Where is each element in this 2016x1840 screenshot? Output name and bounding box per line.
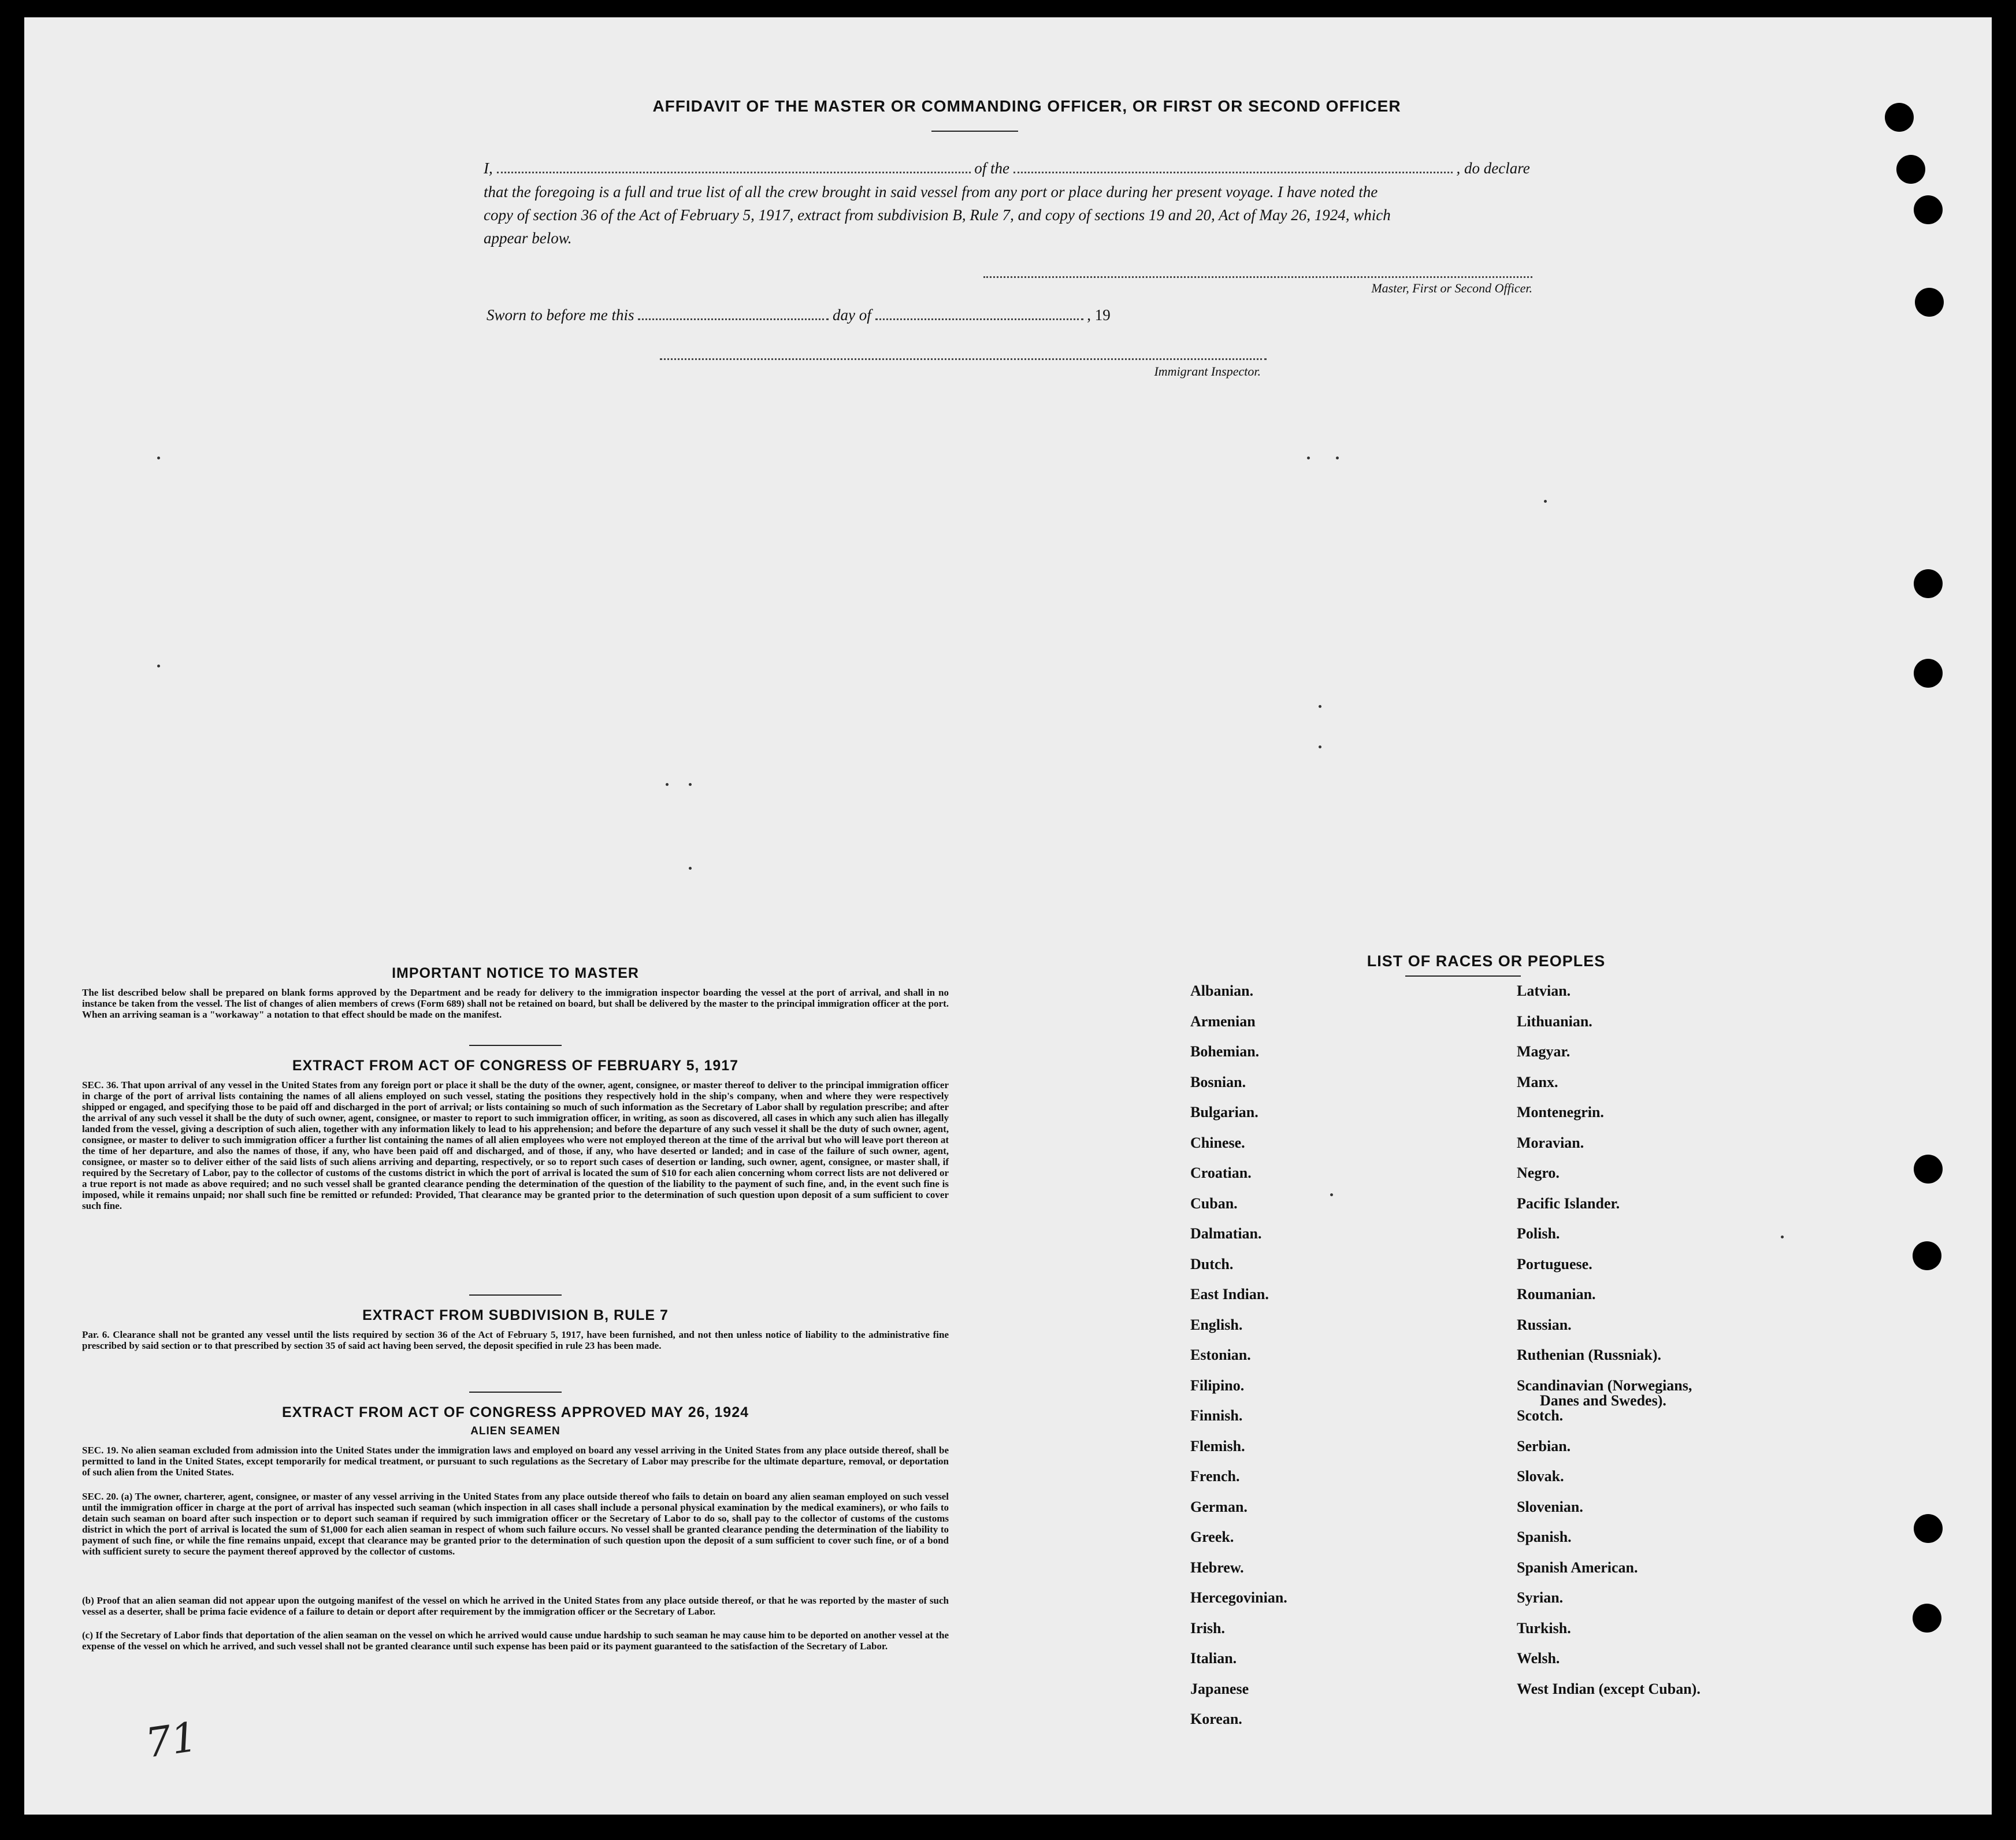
binder-hole <box>1913 1604 1941 1633</box>
race-item: Estonian. <box>1190 1346 1251 1363</box>
extract-1924-title: EXTRACT FROM ACT OF CONGRESS APPROVED MAY 26, 1924 <box>281 1404 749 1420</box>
sec20c-body: (c) If the Secretary of Labor finds that deportation of the alien seaman on the vessel on which he arrived would cause undue hardship to such seaman he may cause him to be deported on another vessel at the expense of the vessel on which he arrived, and such vessel shall not be granted clearance until such expense has been paid or its payment guaranteed to the satisfaction of the Secretary of Labor. <box>82 1630 949 1652</box>
race-item: Manx. <box>1517 1073 1558 1090</box>
sworn-label: Sworn to before me this <box>487 306 634 324</box>
race-item: Danes and Swedes). <box>1540 1392 1666 1409</box>
race-item: Flemish. <box>1190 1437 1245 1455</box>
speck <box>157 665 160 667</box>
affidavit-line-1 <box>484 159 1530 177</box>
race-item: Cuban. <box>1190 1194 1238 1212</box>
rule7-body: Par. 6. Clearance shall not be granted any vessel until the lists required by section 36 of the Act of February 5, 1917, have been furnished, and not then unless notice of liability to the administrative fine prescribed by said section or to that prescribed by section 35 of said act having been served, the deposit specified in rule 23 has been made. <box>82 1329 949 1351</box>
inspector-caption: Immigrant Inspector. <box>1154 364 1261 379</box>
race-item: Bulgarian. <box>1190 1104 1258 1121</box>
sworn-line <box>487 306 1111 324</box>
title-divider <box>931 131 1018 132</box>
race-item: Japanese <box>1190 1680 1249 1697</box>
speck <box>689 867 692 870</box>
race-item: Syrian. <box>1517 1589 1564 1606</box>
race-item: Welsh. <box>1517 1650 1560 1667</box>
race-item: Filipino. <box>1190 1377 1245 1394</box>
race-item: Dutch. <box>1190 1255 1234 1273</box>
handwritten-mark: 71 <box>142 1713 201 1767</box>
extract-1917-body: SEC. 36. That upon arrival of any vessel in the United States from any foreign port or place it shall be the duty of the owner, agent, consignee, or master thereof to deliver to the principal immigration officer in charge of the port of arrival lists containing the names of all aliens employed on such vessel, stating the positions they respectively hold in the ship's company, when and where they were respectively shipped or engaged, and specifying those to be paid off and discharged in the port of arrival; or lists containing so much of such information as the Secretary of Labor shall by regulation prescribe; and after the arrival of any such vessel it shall be the duty of such owner, agent, consignee, or master to report to such immigration officer, in writing, as soon as discovered, all cases in which any such alien has illegally landed from the vessel, giving a description of such alien, together with any information likely to lead to his apprehension; and before the departure of any such vessel it shall be the duty of such owner, agent, consignee, or master to deliver to such immigration officer a further list containing the names of all alien employees who were not employed thereon at the time of the arrival but who will leave port thereon at the time of her departure, and also the names of those, if any, who have been paid off and discharged, and of those, if any, who have deserted or landed; and in case of the failure of such owner, agent, consignee, or master so to deliver either of the said lists of such aliens arriving and departing, respectively, or so to report such cases of desertion or landing, such owner, agent, consignee, or master shall, if required by the Secretary of Labor, pay to the collector of customs of the customs district in which the port of arrival is located the sum of $10 for each alien concerning whom correct lists are not delivered or a true report is not made as above required; and no such vessel shall be granted clearance pending the determination of the question of the liability to the payment of such fine, and, in the event such fine is imposed, while it remains unpaid; nor shall such fine be remitted or refunded: Provided, That clearance may be granted prior to the determination of such question upon deposit of a sum sufficient to cover such fine. <box>82 1079 949 1211</box>
notice-body: The list described below shall be prepared on blank forms approved by the Department and be ready for delivery to the immigration inspector boarding the vessel at the port of arrival, and shall in no instance be taken from the vessel. The list of changes of alien members of crews (Form 689) shall not be retained on board, but shall be delivered by the master to the principal immigration officer at the port. When an arriving seaman is a "workaway" a notation to that effect should be made on the manifest. <box>82 987 949 1020</box>
speck <box>157 457 160 459</box>
race-item: Scotch. <box>1517 1407 1564 1424</box>
rule7-title: EXTRACT FROM SUBDIVISION B, RULE 7 <box>362 1307 669 1323</box>
master-signature-line[interactable] <box>983 276 1532 278</box>
document-page <box>24 17 1992 1815</box>
notice-title: IMPORTANT NOTICE TO MASTER <box>392 965 639 981</box>
race-item: Latvian. <box>1517 982 1571 999</box>
race-item: Italian. <box>1190 1650 1237 1667</box>
year-label: , 19 <box>1087 306 1111 324</box>
race-item: Magyar. <box>1517 1043 1571 1060</box>
race-item: Chinese. <box>1190 1134 1245 1151</box>
race-item: Hebrew. <box>1190 1559 1244 1576</box>
race-item: East Indian. <box>1190 1286 1269 1303</box>
speck <box>1330 1193 1333 1196</box>
speck <box>1319 745 1321 748</box>
day-of-label: day of <box>833 306 871 324</box>
of-the-label: of the <box>974 159 1009 177</box>
races-divider <box>1405 975 1521 977</box>
binder-hole <box>1914 659 1943 688</box>
race-item: Portuguese. <box>1517 1255 1592 1273</box>
race-item: Serbian. <box>1517 1437 1571 1455</box>
sec20a-body: SEC. 20. (a) The owner, charterer, agent, consignee, or master of any vessel arriving in the United States from any place outside thereof who fails to detain on board any alien seaman employed on such vessel until the immigration officer in charge at the port of arrival has inspected such seaman (which inspection in all cases shall include a personal physical examination by the medical examiners), or who fails to detain such seaman on board after such inspection or to deport such seaman if required by such immigration officer or the Secretary of Labor to do so, shall pay to the collector of customs of the customs district in which the port of arrival is located the sum of $1,000 for each alien seaman in respect of whom such failure occurs. No vessel shall be granted clearance pending the determination of the liability to payment of such fine, or while the fine remains unpaid, except that clearance may be granted prior to the determination of such question upon the deposit of a sum sufficient to cover such fine, or of a bond with sufficient surety to secure the payment thereof approved by the collector of customs. <box>82 1491 949 1557</box>
race-item: Lithuanian. <box>1517 1012 1592 1030</box>
race-item: Croatian. <box>1190 1164 1252 1181</box>
speck <box>1319 705 1321 708</box>
race-item: Turkish. <box>1517 1619 1571 1637</box>
race-item: Scandinavian (Norwegians, <box>1517 1377 1692 1394</box>
extract-1924-subtitle: ALIEN SEAMEN <box>470 1425 560 1437</box>
race-item: Korean. <box>1190 1711 1242 1727</box>
binder-hole <box>1914 195 1943 224</box>
speck <box>1544 500 1547 503</box>
divider-2 <box>469 1294 562 1296</box>
binder-hole <box>1896 155 1925 184</box>
speck <box>1336 457 1339 459</box>
speck <box>689 783 692 786</box>
sworn-month-blank[interactable] <box>875 318 1083 320</box>
race-item: West Indian (except Cuban). <box>1517 1680 1701 1697</box>
race-item: Greek. <box>1190 1529 1234 1545</box>
speck <box>1307 457 1310 459</box>
race-item: Roumanian. <box>1517 1286 1596 1303</box>
race-item: Pacific Islander. <box>1517 1194 1620 1212</box>
race-item: Ruthenian (Russniak). <box>1517 1346 1661 1363</box>
race-item: Bosnian. <box>1190 1073 1246 1090</box>
race-item: Albanian. <box>1190 982 1254 999</box>
race-item: Finnish. <box>1190 1407 1243 1424</box>
race-item: Moravian. <box>1517 1134 1584 1151</box>
binder-hole <box>1914 1514 1943 1543</box>
affidavit-title: AFFIDAVIT OF THE MASTER OR COMMANDING OFFICER, OR FIRST OR SECOND OFFICER <box>652 97 1401 115</box>
race-item: Negro. <box>1517 1164 1560 1181</box>
binder-hole <box>1914 569 1943 598</box>
race-item: Bohemian. <box>1190 1043 1260 1060</box>
sec19-body: SEC. 19. No alien seaman excluded from admission into the United States under the immigration laws and employed on board any vessel arriving in the United States from any place outside thereof, shall be permitted to land in the United States, except temporarily for medical treatment, or pursuant to such regulations as the Secretary of Labor may prescribe for the ultimate departure, removal, or deportation of such alien from the United States. <box>82 1445 949 1478</box>
master-caption: Master, First or Second Officer. <box>1371 281 1532 295</box>
race-item: Spanish American. <box>1517 1559 1638 1576</box>
affidavit-line-4: appear below. <box>484 229 572 247</box>
race-item: French. <box>1190 1468 1240 1485</box>
races-title: LIST OF RACES OR PEOPLES <box>1367 952 1606 970</box>
binder-hole <box>1915 288 1944 317</box>
name-blank[interactable] <box>497 172 971 173</box>
do-declare-label: , do declare <box>1456 159 1530 177</box>
divider-1 <box>469 1045 562 1046</box>
binder-hole <box>1913 1241 1941 1270</box>
binder-hole <box>1914 1155 1943 1184</box>
vessel-blank[interactable] <box>1013 172 1453 173</box>
extract-1917-title: EXTRACT FROM ACT OF CONGRESS OF FEBRUARY 5, 1917 <box>292 1058 739 1074</box>
inspector-signature-line[interactable] <box>660 358 1267 360</box>
race-item: German. <box>1190 1498 1248 1515</box>
divider-3 <box>469 1392 562 1393</box>
race-item: Hercegovinian. <box>1190 1589 1287 1606</box>
race-item: Slovenian. <box>1517 1498 1583 1515</box>
race-item: Montenegrin. <box>1517 1104 1604 1121</box>
affidavit-line-2: that the foregoing is a full and true list of all the crew brought in said vessel from any port or place during her present voyage. I have noted the <box>484 183 1378 201</box>
sec20b-body: (b) Proof that an alien seaman did not appear upon the outgoing manifest of the vessel on which he arrived in the United States from any place outside thereof, or that he was reported by the master of such vessel as a deserter, shall be prima facie evidence of a failure to detain or deport after requirement by the immigration officer or the Secretary of Labor. <box>82 1595 949 1617</box>
race-item: Spanish. <box>1517 1529 1572 1545</box>
race-item: Irish. <box>1190 1619 1225 1637</box>
race-item: Armenian <box>1190 1012 1256 1030</box>
binder-hole <box>1885 103 1914 132</box>
race-item: Slovak. <box>1517 1468 1564 1485</box>
i-label: I, <box>484 159 493 177</box>
sworn-day-blank[interactable] <box>638 318 829 320</box>
race-item: Dalmatian. <box>1190 1225 1262 1242</box>
race-item: Russian. <box>1517 1316 1572 1333</box>
race-item: English. <box>1190 1316 1243 1333</box>
affidavit-line-3: copy of section 36 of the Act of February 5, 1917, extract from subdivision B, Rule 7, and copy of sections 19 and 20, Act of May 26, 1924, which <box>484 206 1391 224</box>
race-item: Polish. <box>1517 1225 1560 1242</box>
speck <box>1781 1236 1784 1238</box>
speck <box>666 783 669 786</box>
